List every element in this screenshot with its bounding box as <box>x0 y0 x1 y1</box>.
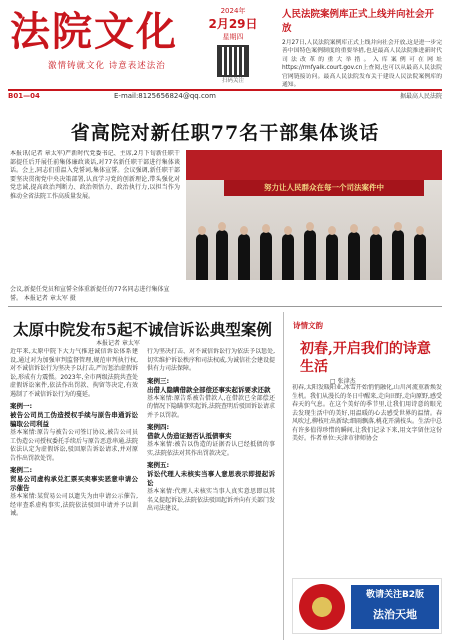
page-number: B01—04 <box>8 92 40 100</box>
newspaper-title: 法院文化 <box>10 8 178 55</box>
qr-code-icon[interactable] <box>217 45 249 77</box>
article2-column-b <box>147 348 275 640</box>
person-figure <box>348 232 360 280</box>
article2-column-a <box>10 348 138 640</box>
top-news-title[interactable]: 人民法院案例库正式上线并向社会开放 <box>282 9 435 34</box>
flag-backdrop <box>186 150 442 180</box>
article2-headline[interactable]: 太原中院发布5起不诚信诉讼典型案例 <box>13 320 272 339</box>
person-figure <box>282 234 294 280</box>
issue-weekday: 星期四 <box>222 33 244 41</box>
email-address[interactable]: E-mail:8125656824@qq.com <box>114 92 216 100</box>
person-figure <box>392 230 404 280</box>
lead-photo[interactable] <box>186 150 442 280</box>
promo-box <box>351 585 439 629</box>
case-label: 案例三: <box>147 376 170 385</box>
photo-caption: 会议,新提任党员和宣誓全体重新提任的77名同志进行集体宣誓。 本报记者 章太军 摄 <box>10 286 170 302</box>
article2-byline: 本报记者 章太军 <box>96 340 140 347</box>
article2-intro: 近年来,太原中院下大力气推进诚信诉讼体系建设,通过对为加强审判监督管理,规范审判执行权,对不诚信诉讼行为坚决予以打击,严厉惩治虚假诉讼,形成有力震慑。2023年,全市两级法院共查处虚假诉讼案件,依法作出罚款、拘留等决定,有效遏制了不诚信诉讼行为的蔓延。 <box>10 348 138 398</box>
date-box <box>196 6 270 86</box>
qr-caption: 扫码关注 <box>221 78 244 84</box>
case-body: 基本案情:原告系被告借款人,在借款已全部偿还的情况下隐瞒事实起诉,法院查明后驳回诉讼请求并予以罚款。 <box>147 394 275 419</box>
promo-line-1: 敬请关注B2版 <box>365 590 425 600</box>
case-title: 出借人隐瞒借款全部偿还事实起诉要求还款 <box>147 385 271 394</box>
person-figure <box>304 230 316 280</box>
case-title: 贸易公司虚构承兑汇票买卖事实恶意申请公示催告 <box>10 475 138 492</box>
court-emblem-icon <box>299 584 345 630</box>
poem-section-tag: 诗情文韵 <box>293 321 323 330</box>
case-title: 借款人伪造证据否认抵债事实 <box>147 432 232 440</box>
issue-year: 2024年 <box>220 7 246 15</box>
case-label: 案例四: <box>147 423 170 431</box>
poem-author: □ 张津杰 <box>330 378 356 385</box>
section-divider <box>8 306 442 307</box>
case-label: 案例二: <box>10 466 33 474</box>
photo-banner: 努力让人民群众在每一个司法案件中 <box>224 180 424 196</box>
person-figure <box>326 234 338 280</box>
person-figure <box>196 234 208 280</box>
lead-headline[interactable]: 省高院对新任职77名干部集体谈话 <box>70 122 380 144</box>
case-body: 基本案情:被告以伪造的证据否认已经抵债的事实,法院依法对其作出罚款决定。 <box>147 441 275 457</box>
people-group <box>186 210 442 280</box>
top-news-box <box>282 8 442 100</box>
top-news-body: 2月27日,人民法院案例库正式上线并向社会开放,这是进一步完善中国特色案例制度的重要举措,也是最高人民法院推进新时代司法改革的重大举措。入库案例可在网址https://rmfyalk.court.gov.cn上查阅,也可以从最高人民法院官网链接访问。最高人民法院发布关于建设人民法院案例库的通知。 <box>282 40 442 89</box>
poem-body: 初春,太阳发暖阳业,冰雪开始悄悄融化,山川河流重新焕发生机。我们从漫长的冬日中醒来,走向田野,走向原野,感受春天的气息。在这个美好的季节里,让我们用诗意的眼光去发现生活中的美好,用温暖的心去感受世界的温情。春风吹过,柳枝吐出新绿;细雨飘落,桃花开满枝头。生活中总有许多值得珍惜的瞬间,让我们记录下来,用文字留住这份美好。作者单位:天津市律师协会 <box>292 384 442 442</box>
person-figure <box>216 230 228 280</box>
top-news-source: 据最高人民法院 <box>399 93 442 101</box>
case-label: 案例五: <box>147 461 170 469</box>
promo-ad[interactable] <box>292 578 442 634</box>
person-figure <box>370 234 382 280</box>
issue-date: 2月29日 <box>208 17 258 31</box>
column-divider <box>283 312 284 640</box>
case-body: 基本案情:某贸易公司以遗失为由申请公示催告,经审查系虚构事实,法院依法驳回申请并予以训诫。 <box>10 493 138 517</box>
article2-col-b-body: 行为坚决打击、对不诚信诉讼行为依法予以惩处,切实维护诉讼秩序和司法权威,为诚信社会建设提供有力司法保障。 <box>147 348 275 372</box>
promo-line-2: 法治天地 <box>373 608 417 621</box>
lead-body: 本报讯(记者 章太军)严新时代党委书记、主席,2月下旬新任职干部提任后开展任前集体廉政谈话,对77名新任职干部进行集体谈话。会上,同志们重温入党誓词,集体宣誓。会议强调,新任职干部要坚决贯彻党中央决策部署,认真学习党的创新理论,带头强化对党忠诚,提高政治判断力、政治领悟力、政治执行力,以担当作为推动全省法院工作高质量发展。 <box>10 150 180 200</box>
case-label: 案例一: <box>10 402 33 410</box>
person-figure <box>238 234 250 280</box>
newspaper-slogan: 激情铸就文化 诗意表述法治 <box>48 61 166 71</box>
person-figure <box>414 234 426 280</box>
case-title: 被告公司员工伪造授权手续与原告串通诉讼骗取公司利益 <box>10 411 138 428</box>
case-title: 诉讼代理人未核实当事人意思表示即提起诉讼 <box>147 470 275 487</box>
page-info-bar <box>8 89 442 99</box>
case-body: 基本案情:代理人未核实当事人真实意思即以其名义提起诉讼,法院依法驳回起诉并向有关部门发出司法建议。 <box>147 488 275 512</box>
case-body: 基本案情:原告与被告公司签订协议,被告公司员工伪造公司授权委托手续后与原告恶意串通,法院依法认定为虚假诉讼,驳回原告诉讼请求,并对原告作出罚款处罚。 <box>10 429 138 462</box>
poem-title[interactable]: 初春,开启我们的诗意生活 <box>300 341 431 375</box>
person-figure <box>260 232 272 280</box>
